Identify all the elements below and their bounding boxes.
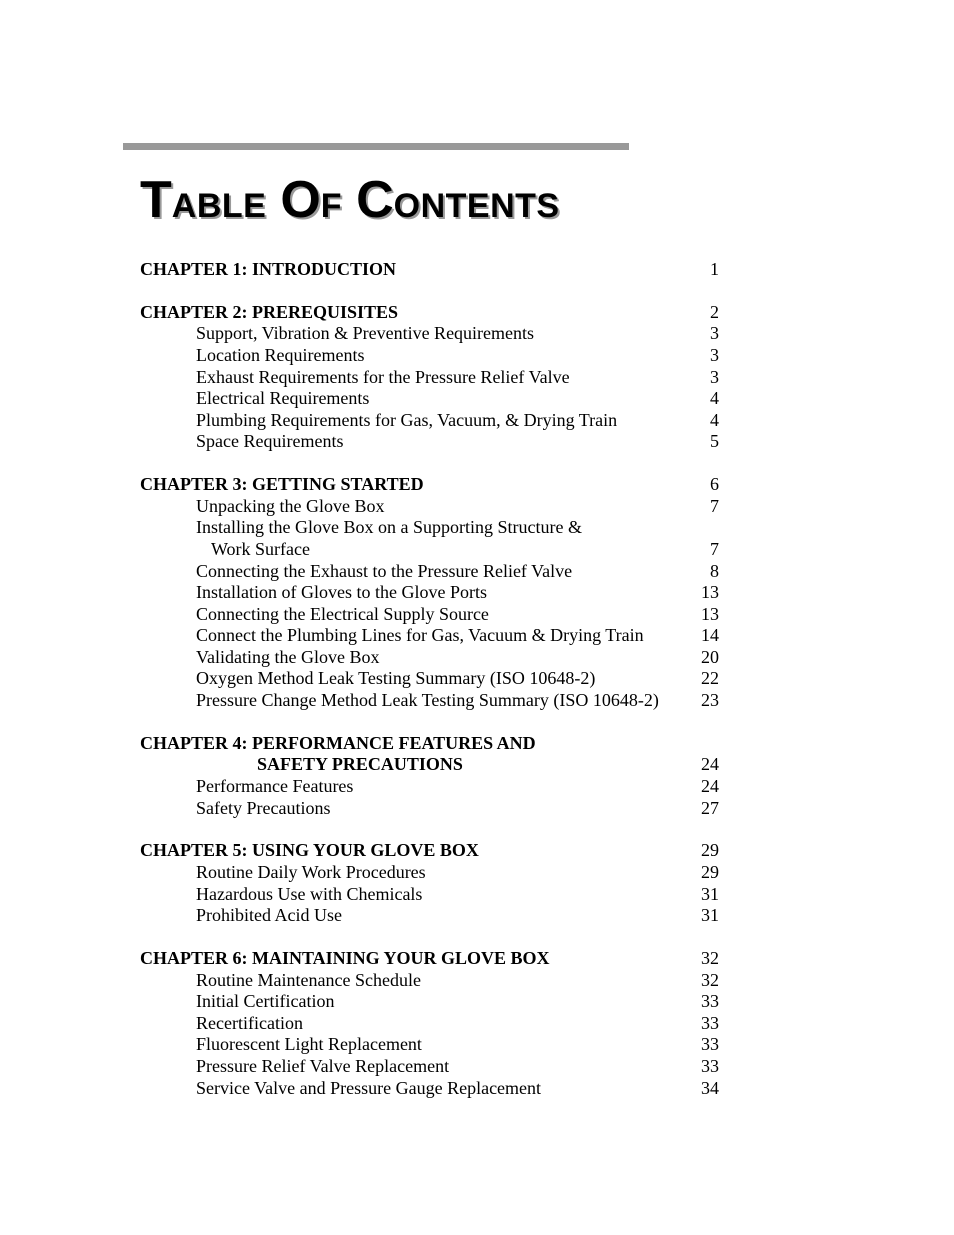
page-number: 14 [701,625,719,646]
page-number: 33 [701,1012,719,1033]
section-title: Exhaust Requirements for the Pressure Relief Valve [196,366,570,387]
page-number: 20 [701,646,719,667]
page-number: 27 [701,797,719,818]
section-title: Unpacking the Glove Box [196,495,385,516]
chapter-title: SAFETY PRECAUTIONS [257,754,463,775]
section-title: Service Valve and Pressure Gauge Replacement [196,1077,542,1098]
toc-section-entry[interactable] [140,323,760,345]
section-title: Work Surface [211,538,311,559]
table-of-contents [140,259,760,1099]
toc-chapter-entry-continued[interactable] [140,754,760,776]
toc-section-entry[interactable] [140,604,760,626]
page-number: 2 [710,301,719,322]
page-title [140,171,560,229]
toc-chapter-entry[interactable] [140,733,760,755]
page-number: 24 [701,754,719,775]
toc-section-entry[interactable] [140,582,760,604]
page-number: 6 [710,474,719,495]
chapter-title: CHAPTER 6: MAINTAINING YOUR GLOVE BOX [140,947,550,968]
section-title: Validating the Glove Box [196,646,380,667]
page-number: 33 [701,991,719,1012]
section-title: Recertification [196,1012,303,1033]
toc-section-entry[interactable] [140,625,760,647]
page-number: 22 [701,668,719,689]
title-word-rest: ONTENTS [393,187,560,225]
section-title: Electrical Requirements [196,388,370,409]
section-title: Routine Maintenance Schedule [196,969,421,990]
title-initial: C [356,171,394,229]
section-title: Oxygen Method Leak Testing Summary (ISO 10648-2) [196,668,596,689]
toc-chapter-entry[interactable] [140,840,760,862]
section-title: Hazardous Use with Chemicals [196,883,423,904]
page-number: 4 [710,409,719,430]
chapter-title: CHAPTER 5: USING YOUR GLOVE BOX [140,840,479,861]
chapter-title: CHAPTER 2: PREREQUISITES [140,301,399,322]
toc-section-entry[interactable] [140,1056,760,1078]
toc-section-entry[interactable] [140,1078,760,1100]
section-title: Safety Precautions [196,797,331,818]
page-number: 33 [701,1055,719,1076]
toc-chapter-entry[interactable] [140,474,760,496]
section-title: Initial Certification [196,991,335,1012]
page-number: 3 [710,323,719,344]
section-title: Connecting the Electrical Supply Source [196,603,489,624]
toc-chapter-entry[interactable] [140,302,760,324]
toc-section-entry[interactable] [140,517,760,539]
section-title: Connect the Plumbing Lines for Gas, Vacuum & Drying Train [196,625,644,646]
toc-section-entry[interactable] [140,410,760,432]
page-number: 24 [701,776,719,797]
section-title: Fluorescent Light Replacement [196,1034,422,1055]
page-number: 5 [710,431,719,452]
section-title: Prohibited Acid Use [196,905,342,926]
page-number: 3 [710,344,719,365]
toc-section-entry[interactable] [140,1013,760,1035]
toc-section-entry[interactable] [140,905,760,927]
toc-section-entry[interactable] [140,345,760,367]
toc-section-entry[interactable] [140,862,760,884]
page-number: 33 [701,1034,719,1055]
toc-section-entry[interactable] [140,1034,760,1056]
section-title: Pressure Change Method Leak Testing Summary (ISO 10648-2) [196,690,659,711]
chapter-title: CHAPTER 4: PERFORMANCE FEATURES AND [140,732,536,753]
toc-section-entry[interactable] [140,431,760,453]
toc-section-entry[interactable] [140,668,760,690]
toc-section-entry[interactable] [140,991,760,1013]
chapter-title: CHAPTER 3: GETTING STARTED [140,474,424,495]
page-number: 13 [701,603,719,624]
toc-section-entry[interactable] [140,884,760,906]
page-number: 7 [710,495,719,516]
page-number: 13 [701,582,719,603]
toc-section-entry[interactable] [140,776,760,798]
toc-section-entry[interactable] [140,690,760,712]
title-initial: T [140,171,172,229]
page-number: 29 [701,862,719,882]
page-number: 8 [710,560,719,581]
page-number: 4 [710,388,719,409]
section-title: Performance Features [196,776,354,797]
toc-section-entry[interactable] [140,388,760,410]
section-title: Routine Daily Work Procedures [196,862,426,882]
section-title: Location Requirements [196,344,365,365]
page-number: 34 [701,1077,719,1098]
page-number: 32 [701,947,719,968]
page-number: 3 [710,366,719,387]
section-title: Installing the Glove Box on a Supporting Structure & [196,517,582,538]
toc-section-entry[interactable] [140,798,760,820]
section-title: Connecting the Exhaust to the Pressure Relief Valve [196,560,573,581]
header-rule [123,143,629,150]
title-initial: O [280,171,321,229]
page-number: 31 [701,883,719,904]
section-title: Space Requirements [196,431,344,452]
toc-chapter-entry[interactable] [140,259,760,281]
toc-section-entry[interactable] [140,496,760,518]
toc-section-entry[interactable] [140,367,760,389]
section-title: Installation of Gloves to the Glove Ports [196,582,487,603]
page-number: 32 [701,969,719,990]
section-title: Plumbing Requirements for Gas, Vacuum, & Drying Train [196,409,618,430]
page-number: 23 [701,690,719,711]
page-number: 29 [701,840,719,861]
page-number: 31 [701,905,719,926]
page-number: 1 [710,259,719,279]
title-word-rest: ABLE [171,187,267,225]
chapter-title: CHAPTER 1: INTRODUCTION [140,259,397,279]
page-number: 7 [710,538,719,559]
toc-chapter-entry[interactable] [140,948,760,970]
toc-section-entry-continued[interactable] [140,539,760,561]
section-title: Pressure Relief Valve Replacement [196,1055,450,1076]
section-title: Support, Vibration & Preventive Requirements [196,323,535,344]
toc-section-entry[interactable] [140,970,760,992]
toc-section-entry[interactable] [140,561,760,583]
title-word-rest: F [320,187,343,225]
toc-section-entry[interactable] [140,647,760,669]
